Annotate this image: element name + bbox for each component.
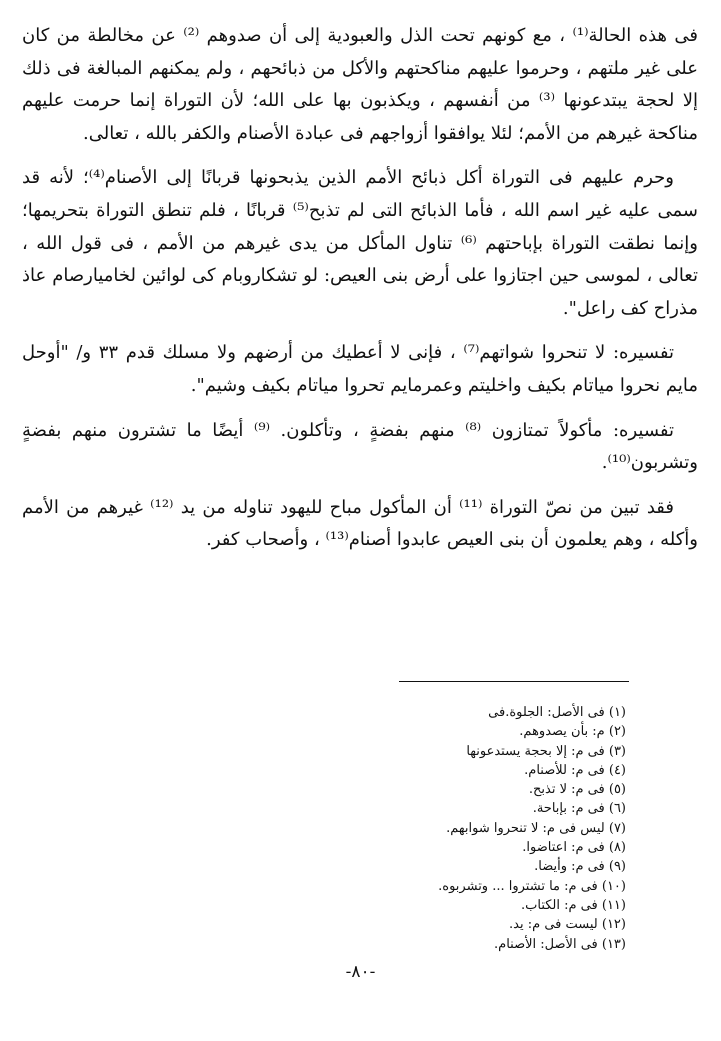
- paragraph-3: تفسيره: لا تنحروا شواتهم⁽⁷⁾ ، فإنى لا أعطيك من أرضهم ولا مسلك قدم ٣٣ و/ "أوحل مايم نحروا مياتام بكيف واخليتم وعمرمايم تحروا مياتام بكيف وشيم".: [22, 342, 698, 396]
- footnote-12: (١٢) ليست فى م: يد.: [509, 917, 626, 933]
- paragraph-1: فى هذه الحالة⁽¹⁾ ، مع كونهم تحت الذل والعبودية إلى أن صدوهم ⁽²⁾ عن مخالطة من كان على غير ملتهم ، وحرموا عليهم مناكحتهم والأكل من ذبائحهم ، ولم يمكنهم المبالغة فى ذلك إلا لحجة يبتدعونها ⁽³⁾ من أنفسهم ، ويكذبون بها على الله؛ لأن التوراة إنما حرمت عليهم مناكحة غيرهم من الأمم؛ لئلا يوافقوا أزواجهم فى عبادة الأصنام والكفر بالله ، تعالى.: [22, 25, 699, 144]
- footnote-10: (١٠) فى م: ما تشتروا ... وتشربوه.: [438, 878, 626, 894]
- footnote-1: (١) فى الأصل: الجلوة.فى: [488, 705, 626, 720]
- footnote-8: (٨) فى م: اعتاضوا.: [522, 840, 626, 856]
- footnote-13: (١٣) فى الأصل: الأصنام.: [494, 936, 626, 952]
- paragraph-4: تفسيره: مأكولاً تمتازون ⁽⁸⁾ منهم بفضةٍ ، وتأكلون. ⁽⁹⁾ أيضًا ما تشترون منهم بفضةٍ وتشربون⁽¹⁰⁾.: [22, 419, 698, 474]
- footnote-5: (٥) فى م: لا تذبح.: [528, 782, 626, 798]
- page-number: -٨٠-: [345, 962, 376, 982]
- footnote-6: (٦) فى م: بإباحة.: [532, 801, 626, 817]
- paragraph-5: فقد تبين من نصّ التوراة ⁽¹¹⁾ أن المأكول مباح لليهود تناوله من يد ⁽¹²⁾ غيرهم من الأمم وأكله ، وهم يعلمون أن بنى العيص عابدوا أصنام⁽¹³⁾ ، وأصحاب كفر.: [22, 496, 698, 551]
- footnotes-list: [206, 703, 626, 954]
- footnote-11: (١١) فى م: الكتاب.: [520, 897, 626, 913]
- footnote-3: (٣) فى م: إلا بحجة يستدعونها: [466, 743, 626, 759]
- footnote-9: (٩) فى م: وأيضا.: [534, 859, 626, 875]
- paragraph-2: وحرم عليهم فى التوراة أكل ذبائح الأمم الذين يذبحونها قربانًا إلى الأصنام⁽⁴⁾؛ لأنه قد سمى عليه غير اسم الله ، فأما الذبائح التى لم تذبح⁽⁵⁾ قربانًا ، فلم تنطق التوراة بتحريمها؛ وإنما نطقت التوراة بإباحتهم ⁽⁶⁾ تناول المأكل من يدى غيرهم من الأمم ، فى قول الله ، تعالى ، لموسى حين اجتازوا على أرض بنى العيص: لو تشكاروبام كى لوائين لخاميارصام عاذ مذراح كف راعل".: [22, 167, 698, 319]
- footnote-separator-line: [399, 681, 629, 682]
- footnote-4: (٤) فى م: للأصنام.: [524, 762, 626, 778]
- body-text: [22, 20, 698, 569]
- footnote-2: (٢) م: بأن يصدوهم.: [519, 724, 626, 740]
- footnote-7: (٧) ليس فى م: لا تنحروا شوابهم.: [446, 820, 626, 836]
